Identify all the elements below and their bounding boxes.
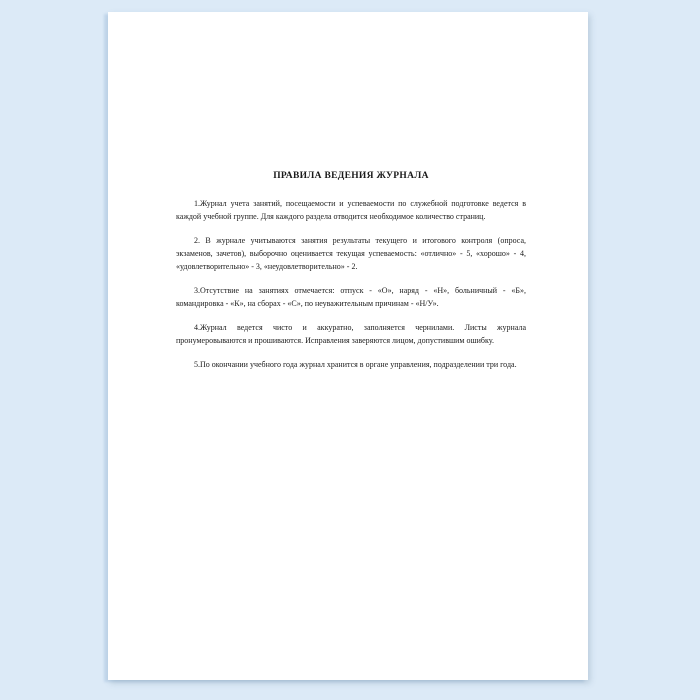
page-title: ПРАВИЛА ВЕДЕНИЯ ЖУРНАЛА (273, 171, 429, 181)
paragraph-2: 2. В журнале учитываются занятия результаты текущего и итогового контроля (опроса, экзаменов, зачетов), выборочно оценивается текущая успеваемость: «отлично» - 5, «хорошо» - 4, «удовлетворительно» - 3, «неудовлетворительно» - 2. (176, 236, 526, 272)
paragraph-5: 5.По окончании учебного года журнал хранится в органе управления, подразделении три года. (194, 359, 517, 369)
paragraph-3: 3.Отсутствие на занятиях отмечается: отпуск - «О», наряд - «Н», больничный - «Б», командировка - «К», на сборах - «С», по неуважительным причинам - «Н/У». (176, 286, 526, 309)
paragraph-4: 4.Журнал ведется чисто и аккуратно, заполняется чернилами. Листы журнала пронумеровываются и прошиваются. Исправления заверяются лицом, допустившим ошибку. (176, 323, 526, 345)
paragraph-1: 1.Журнал учета занятий, посещаемости и успеваемости по служебной подготовке ведется в каждой учебной группе. Для каждого раздела отводится необходимое количество страниц. (176, 199, 526, 222)
document-page (108, 12, 588, 680)
page-text-block (176, 170, 526, 372)
